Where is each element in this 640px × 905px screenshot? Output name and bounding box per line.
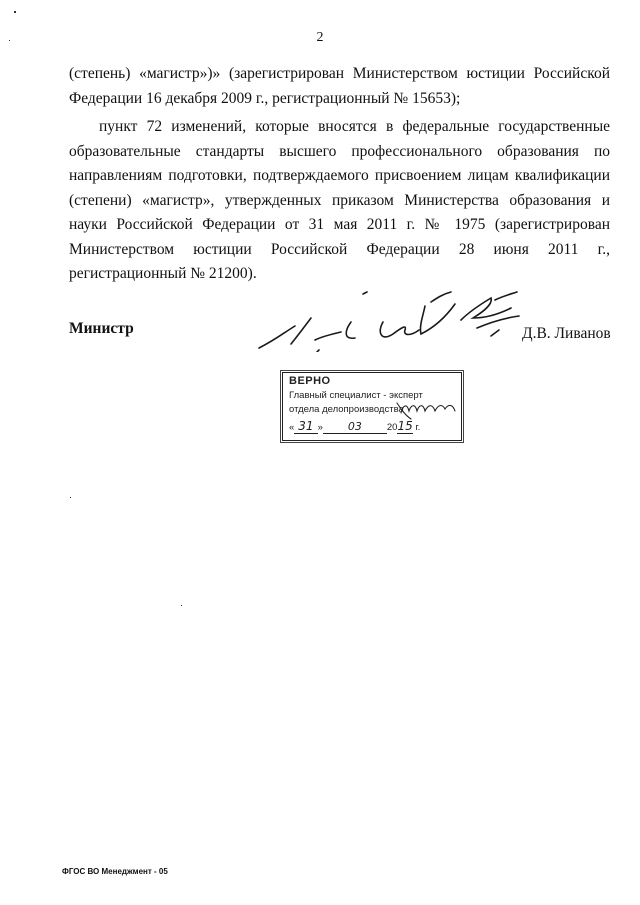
stamp-title: ВЕРНО (289, 375, 331, 387)
page-number: 2 (316, 30, 324, 45)
stamp-handwritten-signature (283, 373, 461, 440)
signatory-name: Д.В. Ливанов (522, 325, 611, 342)
scan-speck (14, 11, 16, 13)
stamp-date-year-prefix: 20 (386, 422, 398, 433)
paragraph-2-text: пункт 72 изменений, которые вносятся в федеральные государственные образовательные стандарты высшего профессионального образования по направлениям подготовки, подтверждаемого присвоением лицам квалификации (степени) «магистр», утвержденных приказом Министерства образования и науки Российской Федерации от 31 мая 2011 г. № 1975 (зарегистрирован Министерством юстиции Российской Федерации 28 июня 2011 г., регистрационный № 21200). (69, 118, 610, 282)
paragraph-2 (69, 115, 610, 287)
paragraph-1: (степень) «магистр»)» (зарегистрирован Министерством юстиции Российской Федерации 16 декабря 2009 г., регистрационный № 15653); (69, 65, 610, 107)
stamp-date-month: 03 (323, 420, 387, 434)
stamp-date-day: 31 (294, 419, 317, 434)
scan-speck (181, 605, 182, 606)
stamp-date-open: « (289, 422, 295, 433)
signatory-title: Министр (69, 320, 134, 337)
stamp-position: Главный специалист - эксперт (289, 390, 423, 401)
document-footer: ФГОС ВО Менеджмент - 05 (62, 867, 168, 876)
stamp-department: отдела делопроизводства (289, 404, 404, 415)
scan-speck (9, 40, 10, 41)
stamp-date-suffix: г. (415, 422, 421, 433)
stamp-date-mid: » (317, 422, 323, 433)
scan-speck (70, 497, 71, 498)
stamp-date-year: 15 (397, 419, 413, 433)
certification-stamp (282, 372, 462, 441)
handwritten-signature (255, 282, 535, 352)
